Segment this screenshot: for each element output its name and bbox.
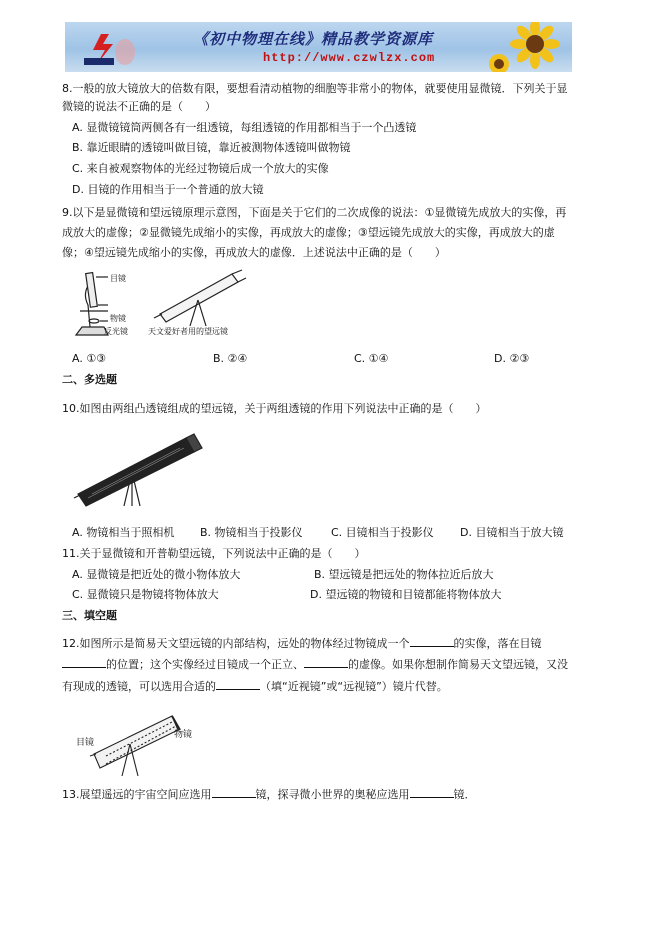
- q10-stem: 10.如图由两组凸透镜组成的望远镜，关于两组透镜的作用下列说法中正确的是（ ）: [62, 402, 487, 415]
- banner-title: 《初中物理在线》精品教学资源库: [193, 30, 434, 48]
- q11-stem: 11.关于显微镜和开普勒望远镜，下列说法中正确的是（ ）: [62, 547, 366, 560]
- sunflower-icon: [485, 22, 572, 72]
- q10-option-c[interactable]: C. 目镜相当于投影仪: [331, 526, 434, 539]
- q8-option-d[interactable]: D. 目镜的作用相当于一个普通的放大镜: [72, 183, 264, 196]
- telescope-figure-q9: [150, 268, 250, 330]
- q12-text-2a: 的位置；这个实像经过目镜成一个正立、: [106, 658, 304, 671]
- q8-option-b[interactable]: B. 靠近眼睛的透镜叫做目镜，靠近被测物体透镜叫做物镜: [72, 141, 351, 154]
- logo-icon: [79, 28, 139, 68]
- q12-blank-1[interactable]: [410, 634, 454, 647]
- q11-option-b[interactable]: B. 望远镜是把远处的物体拉近后放大: [314, 568, 494, 581]
- q10-option-b[interactable]: B. 物镜相当于投影仪: [200, 526, 303, 539]
- q9-stem-line2: 成放大的虚像；②显微镜先成缩小的实像，再成放大的虚像；③望远镜先成放大的实像，再成放大的虚: [62, 226, 555, 239]
- q13-text-a: 13.展望遥远的宇宙空间应选用: [62, 788, 212, 801]
- fig-label-eyepiece: 目镜: [110, 274, 126, 283]
- section-heading-fill-in: 三、填空题: [62, 609, 117, 622]
- q11-option-d[interactable]: D. 望远镜的物镜和目镜都能将物体放大: [310, 588, 502, 601]
- q8-stem-line2: 微镜的说法不正确的是（ ）: [62, 100, 216, 113]
- section-heading-multiple-choice: 二、多选题: [62, 373, 117, 386]
- q11-option-c[interactable]: C. 显微镜只是物镜将物体放大: [72, 588, 219, 601]
- q8-stem-line1: 8.一般的放大镜放大的倍数有限，要想看清动植物的细胞等非常小的物体，就要使用显微镜．下列关于显: [62, 82, 568, 95]
- banner-url: http://www.czwlzx.com: [263, 51, 436, 65]
- q13-blank-2[interactable]: [410, 785, 454, 798]
- q9-option-b[interactable]: B. ②④: [213, 352, 248, 365]
- q8-option-c[interactable]: C. 来自被观察物体的光经过物镜后成一个放大的实像: [72, 162, 329, 175]
- q9-stem-line1: 9.以下是显微镜和望远镜原理示意图，下面是关于它们的二次成像的说法：①显微镜先成放大的实像，再: [62, 206, 567, 219]
- q11-option-a[interactable]: A. 显微镜是把近处的微小物体放大: [72, 568, 241, 581]
- fig-label-eyepiece-q12: 目镜: [76, 738, 95, 748]
- q12-line2: [62, 654, 568, 675]
- q12-blank-2[interactable]: [62, 655, 106, 668]
- q12-text-2b: 的虚像。如果你想制作简易天文望远镜，又没: [348, 658, 568, 671]
- q10-option-d[interactable]: D. 目镜相当于放大镜: [460, 526, 564, 539]
- q9-option-a[interactable]: A. ①③: [72, 352, 107, 365]
- header-banner: [65, 22, 572, 72]
- q13-blank-1[interactable]: [212, 785, 256, 798]
- q13-line: [62, 784, 476, 805]
- q12-blank-4[interactable]: [216, 677, 260, 690]
- q12-text-1b: 的实像，落在目镜: [453, 637, 542, 650]
- q9-stem-line3: 像；④望远镜先成缩小的实像，再成放大的虚像．上述说法中正确的是（ ）: [62, 246, 446, 259]
- q8-option-a[interactable]: A. 显微镜镜筒两侧各有一组透镜，每组透镜的作用都相当于一个凸透镜: [72, 121, 417, 134]
- q13-text-b: 镜，探寻微小世界的奥秘应选用: [255, 788, 410, 801]
- q12-line3: [62, 676, 448, 697]
- q12-text-1a: 12.如图所示是简易天文望远镜的内部结构，远处的物体经过物镜成一个: [62, 637, 410, 650]
- q12-blank-3[interactable]: [304, 655, 348, 668]
- telescope-figure-q10: [68, 428, 218, 508]
- q9-option-c[interactable]: C. ①④: [354, 352, 389, 365]
- fig-label-objective: 物镜: [110, 314, 126, 323]
- fig-caption-telescope: 天文爱好者用的望远镜: [148, 327, 228, 336]
- q13-text-c: 镜．: [453, 788, 476, 801]
- q12-line1: [62, 633, 542, 654]
- q10-option-a[interactable]: A. 物镜相当于照相机: [72, 526, 175, 539]
- q12-text-3a: 有现成的透镜，可以选用合适的: [62, 680, 216, 693]
- q9-option-d[interactable]: D. ②③: [494, 352, 530, 365]
- fig-label-mirror: 反光镜: [104, 327, 128, 336]
- fig-label-objective-q12: 物镜: [174, 730, 193, 740]
- telescope-figure-q12: [76, 708, 206, 778]
- q12-text-3b: （填“近视镜”或“远视镜”）镜片代替。: [260, 680, 448, 693]
